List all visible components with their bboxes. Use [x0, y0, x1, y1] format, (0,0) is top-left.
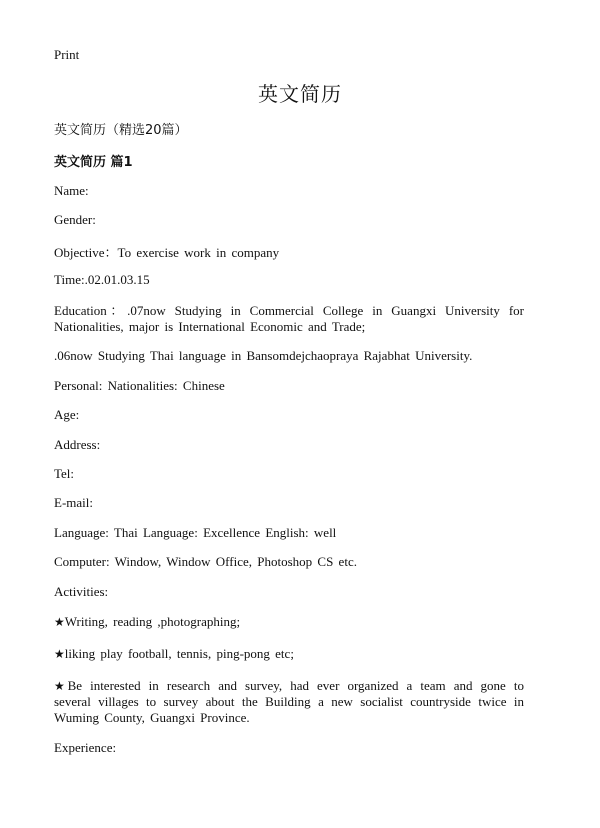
email-field: E-mail: [54, 495, 93, 510]
activity-item [54, 646, 294, 662]
education-field: Education：.07now Studying in Commercial College in Guangxi University for Nationalities, major is International Economic and Trade; [54, 303, 524, 334]
computer-field: Computer: Window, Window Office, Photoshop CS etc. [54, 554, 357, 569]
star-icon: ★ [54, 679, 68, 693]
activity-item [54, 614, 240, 630]
experience-label: Experience: [54, 740, 117, 755]
activity-item [54, 678, 524, 726]
time-field: Time:.02.01.03.15 [54, 272, 150, 287]
print-link[interactable]: Print [54, 47, 80, 62]
star-icon: ★ [54, 647, 65, 661]
gender-field: Gender: [54, 212, 96, 227]
objective-field: Objective：To exercise work in company [54, 245, 280, 260]
document-subtitle: 英文简历（精选20篇） [54, 123, 188, 138]
activity-text: Be interested in research and survey, had ever organized a team and gone to several villages to survey about the Building a new socialist countryside twice in Wuming County, Guangxi Province. [54, 678, 524, 725]
activity-text: liking play football, tennis, ping-pong etc; [64, 646, 294, 661]
name-field: Name: [54, 183, 89, 198]
star-icon: ★ [54, 615, 65, 629]
activities-label: Activities: [54, 584, 109, 599]
language-field: Language: Thai Language: Excellence English: well [54, 525, 337, 540]
address-field: Address: [54, 437, 101, 452]
personal-field: Personal: Nationalities: Chinese [54, 378, 225, 393]
page-title: 英文简历 [258, 82, 342, 106]
education-field-2: .06now Studying Thai language in Bansomdejchaopraya Rajabhat University. [54, 348, 473, 363]
section-heading: 英文简历 篇1 [54, 155, 133, 170]
age-field: Age: [54, 407, 80, 422]
activity-text: Writing, reading ,photographing; [64, 614, 241, 629]
tel-field: Tel: [54, 466, 75, 481]
